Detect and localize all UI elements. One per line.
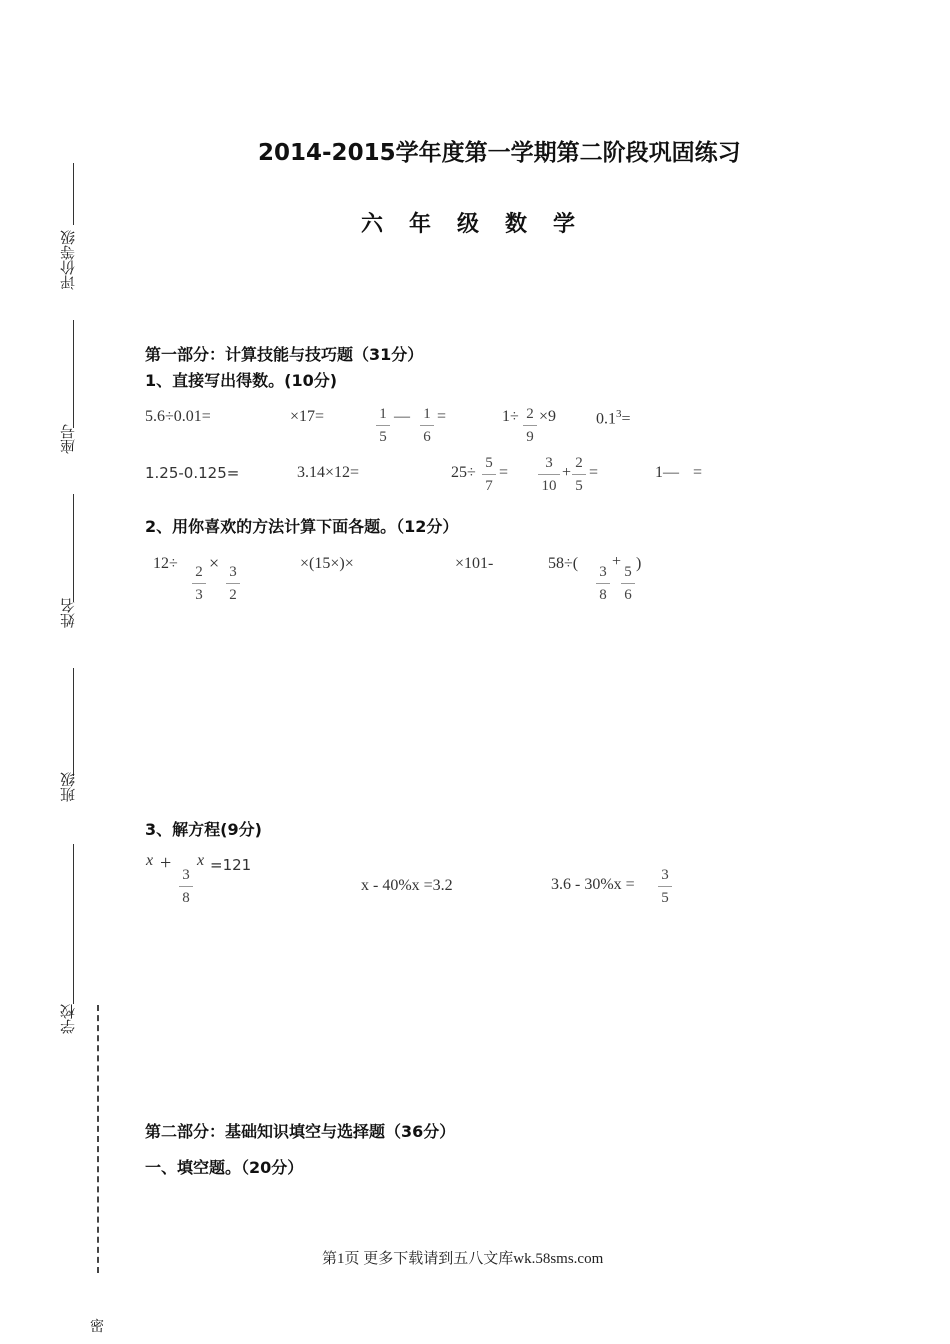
part2-sub1: 一、填空题。（20分） [145, 1158, 304, 1177]
page-footer: 第1页 更多下载请到五八文库wk.58sms.com [322, 1251, 604, 1267]
q1-r2-d-plus: + [562, 464, 572, 481]
margin-line-1 [73, 163, 74, 225]
q1-r2-c-eq: = [499, 464, 509, 481]
q3-a-x1: x [146, 852, 154, 869]
q1-r1-c-frac2: 1 6 [420, 405, 434, 446]
q1-r1-b: ×17= [290, 408, 325, 425]
q3-a-x2: x [197, 852, 205, 869]
q1-r1-c-eq: = [437, 408, 447, 425]
q1-r1-d-post: ×9 [539, 408, 557, 425]
q1-r2-d-frac2: 2 5 [572, 454, 586, 495]
q2-d-post: ) [636, 555, 642, 572]
q1-r1-a: 5.6÷0.01= [145, 408, 211, 425]
margin-label-seal: 密 [90, 1319, 104, 1335]
q1-r1-c-frac1: 1 5 [376, 405, 390, 446]
q2-d-pre: 58÷( [548, 555, 579, 572]
margin-line-3 [73, 494, 74, 602]
q1-r2-c-frac: 5 7 [482, 454, 496, 495]
q2-a-times: × [209, 553, 220, 573]
q3-b: x - 40%x =3.2 [361, 877, 453, 894]
q1-r1-c-minus: — [394, 408, 410, 425]
q3-a-rest: =121 [210, 856, 252, 874]
q3-a-plus: + [160, 852, 172, 874]
q1-r2-d-eq: = [589, 464, 599, 481]
margin-line-5 [73, 844, 74, 1004]
q2-d-frac2: 5 6 [621, 563, 635, 604]
page-title: 2014-2015学年度第一学期第二阶段巩固练习 [258, 140, 741, 166]
margin-line-2 [73, 320, 74, 428]
margin-label-rating: 评价等级 [59, 230, 77, 290]
margin-label-seat: 座号 [59, 424, 77, 454]
q1-r1-d-frac: 2 9 [523, 405, 537, 446]
q2-b: ×(15×)× [300, 555, 354, 572]
margin-label-name: 姓名 [59, 598, 77, 628]
q1-r2-b: 3.14×12= [297, 464, 360, 481]
q2-c: ×101- [455, 555, 494, 572]
q3-c-pre: 3.6 - 30%x = [551, 876, 635, 893]
margin-label-school: 学校 [59, 1004, 77, 1034]
part1-title: 第一部分：计算技能与技巧题（31分） [145, 345, 424, 364]
q3-c-frac: 3 5 [658, 866, 672, 907]
margin-dashed-seal-line [97, 1005, 99, 1273]
q2-d-frac1: 3 8 [596, 563, 610, 604]
q1-r2-d-frac1: 3 10 [538, 454, 560, 495]
part2-title: 第二部分：基础知识填空与选择题（36分） [145, 1122, 456, 1141]
margin-label-class: 班级 [59, 772, 77, 802]
q1-r2-a: 1.25-0.125= [145, 464, 240, 482]
q1-r2-e: 1— [655, 464, 679, 481]
q2-a-pre: 12÷ [153, 555, 178, 572]
q3-title: 3、解方程(9分) [145, 820, 262, 839]
q1-title: 1、直接写出得数。(10分) [145, 371, 338, 390]
q2-d-plus: + [612, 553, 622, 570]
q1-r1-d-pre: 1÷ [502, 408, 519, 425]
q2-title: 2、用你喜欢的方法计算下面各题。（12分） [145, 517, 459, 536]
q1-r1-e: $0.1^3=$ [596, 408, 631, 428]
margin-line-4 [73, 668, 74, 776]
q1-r2-c-pre: 25÷ [451, 464, 476, 481]
page-subtitle: 六年级数学 [361, 212, 602, 237]
q1-r2-e-eq: = [693, 464, 703, 481]
q2-a-frac2: 3 2 [226, 563, 240, 604]
q2-a-frac1: 2 3 [192, 563, 206, 604]
q3-a-frac: 3 8 [179, 866, 193, 907]
